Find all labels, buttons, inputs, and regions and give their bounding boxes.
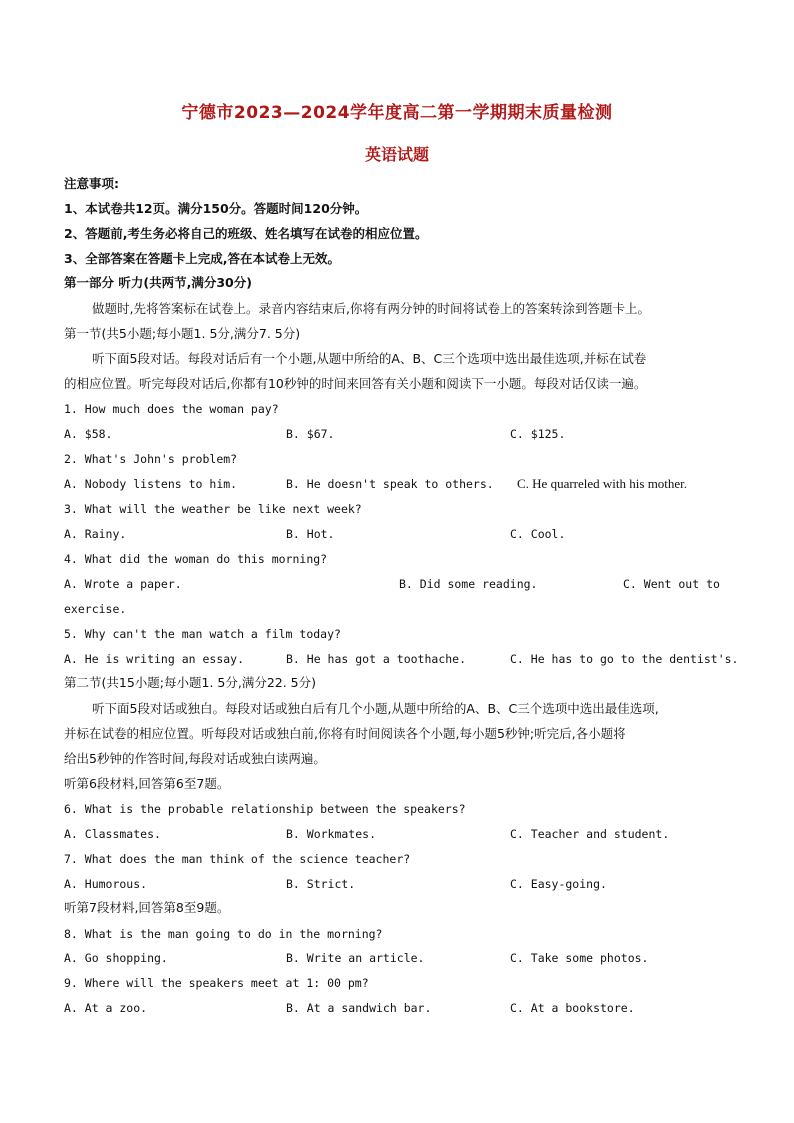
option-a: A. Nobody listens to him.: [64, 477, 238, 491]
material-7-label: 听第7段材料,回答第8至9题。: [64, 900, 230, 915]
section1-heading: 第一节(共5小题;每小题1. 5分,满分7. 5分): [64, 326, 301, 341]
question-9: 9. Where will the speakers meet at 1: 00 pm?: [64, 976, 369, 990]
option-b: B. At a sandwich bar.: [286, 1001, 432, 1015]
notice-item-2: 2、答题前,考生务必将自己的班级、姓名填写在试卷的相应位置。: [64, 226, 428, 241]
option-b: B. He has got a toothache.: [286, 652, 467, 666]
option-a: A. Humorous.: [64, 877, 148, 891]
question-4: 4. What did the woman do this morning?: [64, 552, 328, 566]
section1-intro-2: 的相应位置。听完每段对话后,你都有10秒钟的时间来回答有关小题和阅读下一小题。每段对话仅读一遍。: [64, 376, 647, 391]
part1-heading: 第一部分 听力(共两节,满分30分): [64, 275, 252, 290]
option-b: B. $67.: [286, 427, 335, 441]
option-a: A. $58.: [64, 427, 113, 441]
exam-subtitle: 英语试题: [364, 145, 429, 164]
question-8: 8. What is the man going to do in the morning?: [64, 927, 383, 941]
option-c: C. At a bookstore.: [510, 1001, 635, 1015]
notice-item-1: 1、本试卷共12页。满分150分。答题时间120分钟。: [64, 201, 368, 216]
option-b: B. Workmates.: [286, 827, 377, 841]
option-c: C. Teacher and student.: [510, 827, 670, 841]
section2-intro-3: 给出5秒钟的作答时间,每段对话或独白读两遍。: [64, 751, 326, 766]
part1-intro: 做题时,先将答案标在试卷上。录音内容结束后,你将有两分钟的时间将试卷上的答案转涂到答题卡上。: [92, 301, 650, 316]
section1-intro-1: 听下面5段对话。每段对话后有一个小题,从题中所给的A、B、C三个选项中选出最佳选项,并标在试卷: [92, 351, 647, 366]
section2-heading: 第二节(共15小题;每小题1. 5分,满分22. 5分): [64, 675, 317, 690]
option-a: A. At a zoo.: [64, 1001, 148, 1015]
material-6-label: 听第6段材料,回答第6至7题。: [64, 776, 230, 791]
option-c: C. He quarreled with his mother.: [517, 476, 688, 491]
exam-title: 宁德市2023—2024学年度高二第一学期期末质量检测: [181, 103, 613, 123]
option-c: C. Cool.: [510, 527, 566, 541]
option-a: A. Classmates.: [64, 827, 161, 841]
section2-intro-1: 听下面5段对话或独白。每段对话或独白后有几个小题,从题中所给的A、B、C三个选项中选出最佳选项,: [92, 701, 659, 716]
option-a: A. Wrote a paper.: [64, 577, 182, 591]
notice-heading: 注意事项:: [64, 176, 119, 191]
option-b: B. Did some reading.: [399, 577, 538, 591]
section2-intro-2: 并标在试卷的相应位置。听每段对话或独白前,你将有时间阅读各个小题,每小题5秒钟;听完后,各小题将: [64, 726, 626, 741]
question-7: 7. What does the man think of the science teacher?: [64, 852, 411, 866]
option-a: A. He is writing an essay.: [64, 652, 245, 666]
option-a: A. Go shopping.: [64, 951, 168, 965]
option-c-continued: exercise.: [64, 602, 127, 616]
option-c: C. Take some photos.: [510, 951, 649, 965]
notice-item-3: 3、全部答案在答题卡上完成,答在本试卷上无效。: [64, 251, 340, 266]
question-2: 2. What's John's problem?: [64, 452, 238, 466]
option-c: C. He has to go to the dentist's.: [510, 652, 739, 666]
option-c: C. Easy-going.: [510, 877, 607, 891]
question-6: 6. What is the probable relationship between the speakers?: [64, 802, 466, 816]
option-b: B. Strict.: [286, 877, 356, 891]
option-b: B. He doesn't speak to others.: [286, 477, 494, 491]
option-b: B. Write an article.: [286, 951, 425, 965]
option-c: C. Went out to: [623, 577, 720, 591]
question-5: 5. Why can't the man watch a film today?: [64, 627, 341, 641]
option-c: C. $125.: [510, 427, 566, 441]
question-1: 1. How much does the woman pay?: [64, 402, 279, 416]
option-a: A. Rainy.: [64, 527, 127, 541]
option-b: B. Hot.: [286, 527, 335, 541]
question-3: 3. What will the weather be like next week?: [64, 502, 362, 516]
